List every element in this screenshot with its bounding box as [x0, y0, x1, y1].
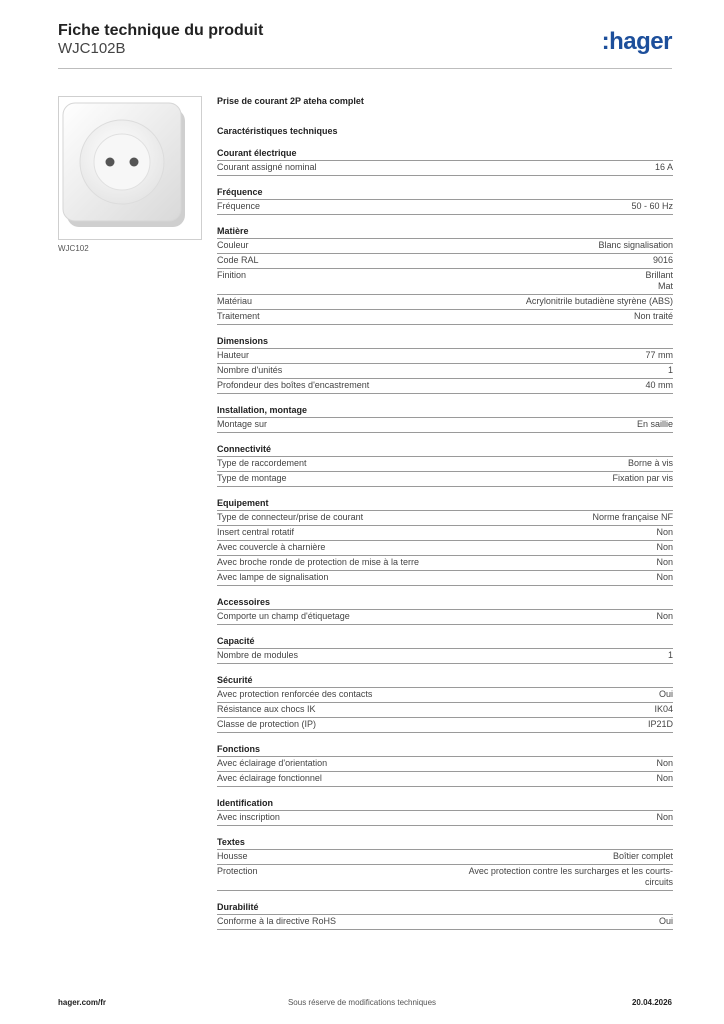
footer-website: hager.com/fr — [58, 998, 107, 1007]
spec-row — [217, 295, 673, 310]
spec-label: Code RAL — [217, 255, 259, 265]
spec-value — [656, 527, 673, 538]
spec-value — [637, 419, 673, 430]
section-title: Fonctions — [217, 742, 673, 757]
spec-section — [217, 835, 673, 891]
spec-row — [217, 254, 673, 269]
spec-value — [668, 650, 673, 661]
spec-value-line: Avec protection contre les surcharges et les courts- — [468, 866, 673, 876]
spec-label: Type de raccordement — [217, 458, 307, 468]
spec-value-line: Non — [656, 758, 673, 768]
spec-value — [654, 704, 673, 715]
section-title: Identification — [217, 796, 673, 811]
spec-value-line: Boîtier complet — [612, 851, 673, 861]
spec-section — [217, 334, 673, 394]
spec-content — [217, 92, 673, 939]
spec-label: Nombre de modules — [217, 650, 299, 660]
footer-date: 20.04.2026 — [631, 998, 672, 1007]
section-title: Textes — [217, 835, 673, 850]
spec-value — [634, 311, 673, 322]
spec-value — [645, 350, 673, 361]
spec-label: Classe de protection (IP) — [217, 719, 317, 729]
spec-value-line: Fixation par vis — [612, 473, 673, 483]
spec-value — [656, 572, 673, 583]
image-caption: WJC102 — [58, 244, 89, 253]
spec-value-line: Oui — [658, 916, 673, 926]
spec-row — [217, 526, 673, 541]
spec-section — [217, 224, 673, 325]
spec-value — [469, 866, 673, 888]
spec-row — [217, 865, 673, 891]
spec-value — [645, 270, 673, 292]
product-image — [58, 96, 202, 240]
spec-section — [217, 634, 673, 664]
spec-label: Avec éclairage fonctionnel — [217, 773, 322, 783]
page-header — [58, 20, 672, 70]
section-title: Matière — [217, 224, 673, 239]
spec-value-line: Non — [656, 542, 673, 552]
spec-label: Résistance aux chocs IK — [217, 704, 316, 714]
spec-value — [653, 255, 673, 266]
spec-row — [217, 850, 673, 865]
section-title: Accessoires — [217, 595, 673, 610]
logo-text: hager — [609, 28, 672, 55]
spec-value-line: Non — [656, 572, 673, 582]
spec-value-line: circuits — [644, 877, 673, 887]
spec-value — [659, 689, 673, 700]
spec-row — [217, 269, 673, 295]
spec-label: Type de montage — [217, 473, 287, 483]
section-title: Sécurité — [217, 673, 673, 688]
spec-row — [217, 772, 673, 787]
section-title: Courant électrique — [217, 146, 673, 161]
spec-value — [631, 201, 673, 212]
section-title: Equipement — [217, 496, 673, 511]
spec-row — [217, 915, 673, 930]
spec-section — [217, 742, 673, 787]
spec-row — [217, 364, 673, 379]
spec-row — [217, 457, 673, 472]
spec-label: Avec protection renforcée des contacts — [217, 689, 373, 699]
spec-value-line: Non — [656, 527, 673, 537]
section-title: Capacité — [217, 634, 673, 649]
spec-label: Conforme à la directive RoHS — [217, 916, 337, 926]
spec-value — [656, 557, 673, 568]
hager-logo: :hager — [601, 28, 672, 55]
spec-value-line: Borne à vis — [627, 458, 673, 468]
spec-label: Fréquence — [217, 201, 261, 211]
spec-value-line: Mat — [657, 281, 673, 291]
spec-row — [217, 200, 673, 215]
spec-value — [592, 512, 673, 523]
section-title: Fréquence — [217, 185, 673, 200]
spec-label: Montage sur — [217, 419, 268, 429]
spec-value-line: 9016 — [652, 255, 673, 265]
spec-row — [217, 511, 673, 526]
spec-row — [217, 541, 673, 556]
spec-value-line: 40 mm — [645, 380, 673, 390]
spec-value — [612, 473, 673, 484]
spec-label: Comporte un champ d'étiquetage — [217, 611, 350, 621]
spec-row — [217, 649, 673, 664]
spec-section — [217, 496, 673, 586]
spec-value — [656, 773, 673, 784]
spec-value-line: 77 mm — [645, 350, 673, 360]
spec-value-line: Non traité — [633, 311, 673, 321]
spec-value-line: En saillie — [636, 419, 673, 429]
spec-row — [217, 556, 673, 571]
tech-characteristics-title: Caractéristiques techniques — [217, 126, 338, 136]
spec-value — [656, 611, 673, 622]
spec-value-line: Non — [656, 812, 673, 822]
footer-disclaimer: Sous réserve de modifications techniques — [287, 998, 437, 1007]
spec-row — [217, 310, 673, 325]
spec-row — [217, 161, 673, 176]
spec-label: Nombre d'unités — [217, 365, 283, 375]
spec-value — [526, 296, 673, 307]
spec-label: Profondeur des boîtes d'encastrement — [217, 380, 370, 390]
spec-label: Insert central rotatif — [217, 527, 295, 537]
spec-value-line: IK04 — [654, 704, 673, 714]
spec-value — [668, 365, 673, 376]
spec-value-line: 16 A — [654, 162, 673, 172]
spec-label: Avec éclairage d'orientation — [217, 758, 328, 768]
spec-value — [655, 162, 673, 173]
spec-row — [217, 472, 673, 487]
spec-value-line: IP21D — [647, 719, 673, 729]
header-divider — [58, 68, 672, 69]
spec-row — [217, 718, 673, 733]
spec-row — [217, 379, 673, 394]
spec-value — [598, 240, 673, 251]
spec-label: Protection — [217, 866, 258, 876]
spec-row — [217, 688, 673, 703]
spec-label: Couleur — [217, 240, 249, 250]
section-title: Connectivité — [217, 442, 673, 457]
spec-label: Avec couvercle à charnière — [217, 542, 326, 552]
spec-label: Finition — [217, 270, 247, 280]
spec-section — [217, 403, 673, 433]
spec-row — [217, 239, 673, 254]
spec-label: Matériau — [217, 296, 253, 306]
spec-label: Housse — [217, 851, 248, 861]
spec-label: Avec lampe de signalisation — [217, 572, 329, 582]
spec-value — [659, 916, 673, 927]
spec-value — [648, 719, 673, 730]
spec-row — [217, 610, 673, 625]
spec-row — [217, 418, 673, 433]
spec-value — [656, 758, 673, 769]
spec-label: Avec inscription — [217, 812, 280, 822]
spec-label: Courant assigné nominal — [217, 162, 317, 172]
spec-value-line: 1 — [667, 650, 673, 660]
spec-row — [217, 349, 673, 364]
section-title: Durabilité — [217, 900, 673, 915]
spec-label: Hauteur — [217, 350, 250, 360]
socket-illustration — [59, 97, 201, 239]
spec-value-line: Non — [656, 557, 673, 567]
spec-value — [645, 380, 673, 391]
spec-section — [217, 185, 673, 215]
spec-row — [217, 757, 673, 772]
spec-section — [217, 146, 673, 176]
spec-value — [613, 851, 673, 862]
product-reference: WJC102B — [58, 40, 126, 57]
spec-value-line: Non — [656, 773, 673, 783]
page-title: Fiche technique du produit — [58, 22, 264, 39]
spec-label: Type de connecteur/prise de courant — [217, 512, 364, 522]
spec-row — [217, 811, 673, 826]
spec-value-line: Oui — [658, 689, 673, 699]
spec-section — [217, 900, 673, 930]
product-name: Prise de courant 2P ateha complet — [217, 96, 364, 106]
spec-section — [217, 595, 673, 625]
spec-section — [217, 796, 673, 826]
spec-label: Avec broche ronde de protection de mise à la terre — [217, 557, 419, 567]
spec-value-line: Acrylonitrile butadiène styrène (ABS) — [525, 296, 673, 306]
spec-row — [217, 703, 673, 718]
spec-section — [217, 673, 673, 733]
spec-value-line: Norme française NF — [592, 512, 673, 522]
spec-value — [656, 542, 673, 553]
spec-value-line: 50 - 60 Hz — [631, 201, 673, 211]
spec-value — [628, 458, 673, 469]
spec-value-line: Blanc signalisation — [598, 240, 673, 250]
spec-sections — [217, 146, 673, 930]
spec-value-line: Non — [656, 611, 673, 621]
spec-value-line: 1 — [667, 365, 673, 375]
spec-value — [656, 812, 673, 823]
spec-value-line: Brillant — [645, 270, 673, 280]
spec-row — [217, 571, 673, 586]
section-title: Installation, montage — [217, 403, 673, 418]
spec-label: Traitement — [217, 311, 260, 321]
spec-section — [217, 442, 673, 487]
section-title: Dimensions — [217, 334, 673, 349]
